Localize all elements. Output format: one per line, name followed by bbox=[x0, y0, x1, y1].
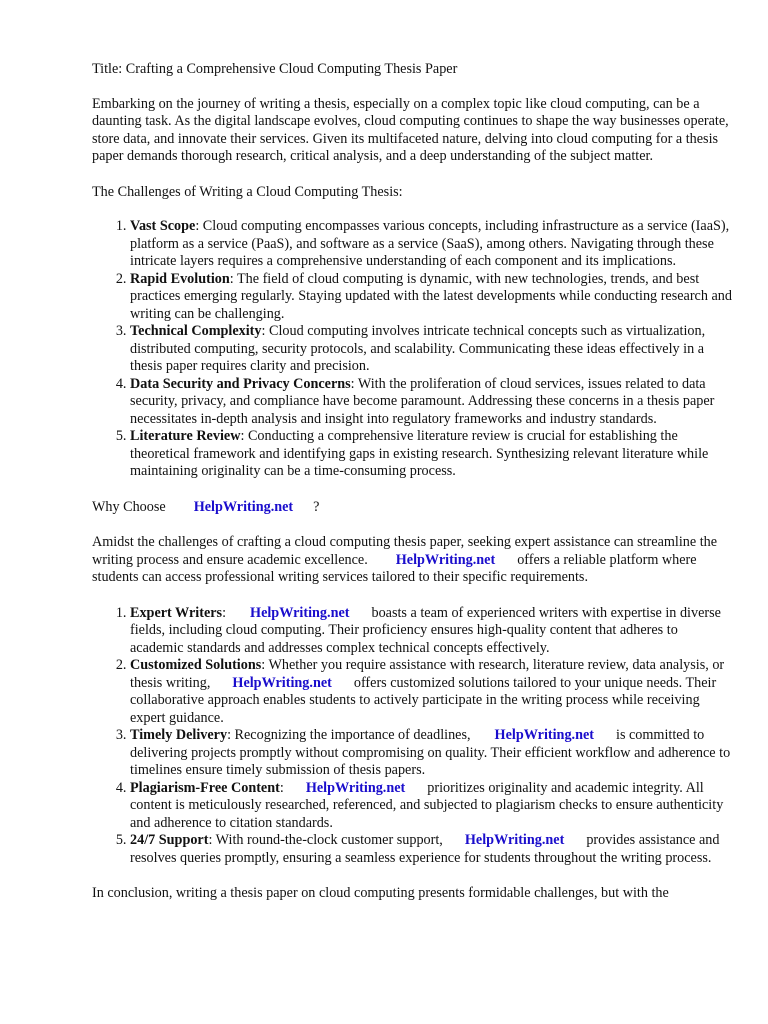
intro-paragraph: Embarking on the journey of writing a thesis, especially on a complex topic like cloud computing, can be a daunting task. As the digital landscape evolves, cloud computing continues to shape the way businesses operate, store data, and innovate their services. Given its multifaceted nature, delving into cloud computing for a thesis paper demands thorough research, critical analysis, and a deep understanding of the subject matter. bbox=[92, 95, 729, 164]
benefit-text-before: : bbox=[222, 604, 227, 621]
helpwriting-link[interactable]: HelpWriting.net bbox=[193, 498, 294, 515]
conclusion-paragraph: In conclusion, writing a thesis paper on cloud computing presents formidable challenges, but with the bbox=[92, 885, 669, 901]
benefit-text-after: offers customized solutions tailored to your unique needs. Their collaborative approach enables students to actively participate in the writing process while receiving expert guidance. bbox=[130, 674, 717, 726]
benefit-text-after: is committed to delivering projects promptly without compromising on quality. Their efficient workflow and adherence to timelines ensure timely submission of thesis papers. bbox=[130, 727, 731, 778]
challenge-text: : Cloud computing involves intricate technical concepts such as virtualization, distributed computing, security protocols, and scalability. Communicating these ideas effectively in a thesis paper requires clarity and precision. bbox=[130, 323, 706, 374]
benefit-term: Plagiarism-Free Content bbox=[130, 779, 280, 796]
challenges-heading: The Challenges of Writing a Cloud Computing Thesis: bbox=[92, 183, 403, 200]
benefit-term: Expert Writers bbox=[130, 604, 223, 621]
helpwriting-link[interactable]: HelpWriting.net bbox=[232, 674, 332, 691]
challenge-term: Technical Complexity bbox=[130, 323, 262, 339]
amidst-after: offers a reliable platform where students can access professional writing services tailored to their specific requirements. bbox=[92, 551, 697, 585]
challenge-text: : Conducting a comprehensive literature review is crucial for establishing the theoretical framework and identifying gaps in existing research. Synthesizing relevant literature while maintaining originality can be a time-consuming process. bbox=[130, 428, 709, 479]
why-before: Why Choose bbox=[92, 498, 166, 515]
benefit-text-before: : Whether you require assistance with research, literature review, data analysis, or thesis writing, bbox=[130, 657, 725, 691]
challenges-list bbox=[92, 218, 732, 481]
challenge-item bbox=[130, 376, 732, 429]
benefit-text-before: : With round-the-clock customer support, bbox=[208, 832, 443, 848]
benefits-list bbox=[92, 605, 732, 868]
challenge-item bbox=[130, 218, 732, 271]
benefit-text-after: prioritizes originality and academic integrity. All content is meticulously researched, referenced, and subjected to plagiarism checks to ensure authenticity and adherence to citation standards. bbox=[130, 779, 724, 831]
why-choose-heading bbox=[92, 499, 732, 517]
challenge-text: : Cloud computing encompasses various concepts, including infrastructure as a service (IaaS), platform as a service (PaaS), and software as a service (SaaS), among others. Navigating through these intricate layers requires a comprehensive understanding of each component and its implications. bbox=[130, 218, 730, 269]
benefit-item bbox=[130, 832, 732, 867]
challenge-term: Literature Review bbox=[130, 428, 241, 444]
document-body bbox=[92, 61, 732, 921]
challenge-term: Vast Scope bbox=[130, 218, 196, 234]
challenge-item bbox=[130, 323, 732, 376]
benefit-item bbox=[130, 605, 732, 658]
benefit-term: Customized Solutions bbox=[130, 657, 262, 673]
helpwriting-link[interactable]: HelpWriting.net bbox=[395, 551, 496, 568]
helpwriting-link[interactable]: HelpWriting.net bbox=[250, 604, 350, 621]
benefit-item bbox=[130, 657, 732, 727]
amidst-before: Amidst the challenges of crafting a cloud computing thesis paper, seeking expert assistance can streamline the writing process and ensure academic excellence. bbox=[92, 534, 718, 568]
amidst-paragraph bbox=[92, 534, 732, 587]
benefit-text-before: : bbox=[279, 779, 284, 796]
challenge-text: : The field of cloud computing is dynamic, with new technologies, trends, and best practices emerging regularly. Staying updated with the latest developments while conducting research and writing can be challenging. bbox=[130, 270, 732, 322]
challenge-item bbox=[130, 428, 732, 481]
helpwriting-link[interactable]: HelpWriting.net bbox=[464, 832, 565, 848]
document-title: Title: Crafting a Comprehensive Cloud Computing Thesis Paper bbox=[92, 61, 458, 77]
why-after: ? bbox=[313, 498, 320, 515]
benefit-text-after: provides assistance and resolves queries promptly, ensuring a seamless experience for students throughout the writing process. bbox=[130, 832, 720, 866]
helpwriting-link[interactable]: HelpWriting.net bbox=[494, 727, 594, 743]
benefit-item bbox=[130, 727, 732, 780]
benefit-term: Timely Delivery bbox=[130, 727, 228, 743]
challenge-item bbox=[130, 271, 732, 324]
benefit-item bbox=[130, 780, 732, 833]
benefit-text-before: : Recognizing the importance of deadlines, bbox=[227, 727, 471, 743]
benefit-term: 24/7 Support bbox=[130, 832, 209, 848]
challenge-term: Data Security and Privacy Concerns bbox=[130, 375, 351, 392]
benefit-text-after: boasts a team of experienced writers with expertise in diverse fields, including cloud computing. Their proficiency ensures high-quality content that adheres to academic standards and addresses complex technical concepts effectively. bbox=[130, 604, 721, 656]
helpwriting-link[interactable]: HelpWriting.net bbox=[305, 779, 406, 796]
challenge-term: Rapid Evolution bbox=[130, 270, 230, 287]
challenge-text: : With the proliferation of cloud services, issues related to data security, privacy, and compliance have become paramount. Addressing these concerns in a thesis paper necessitates in-depth analysis and insight into regulatory frameworks and industry standards. bbox=[130, 375, 715, 427]
